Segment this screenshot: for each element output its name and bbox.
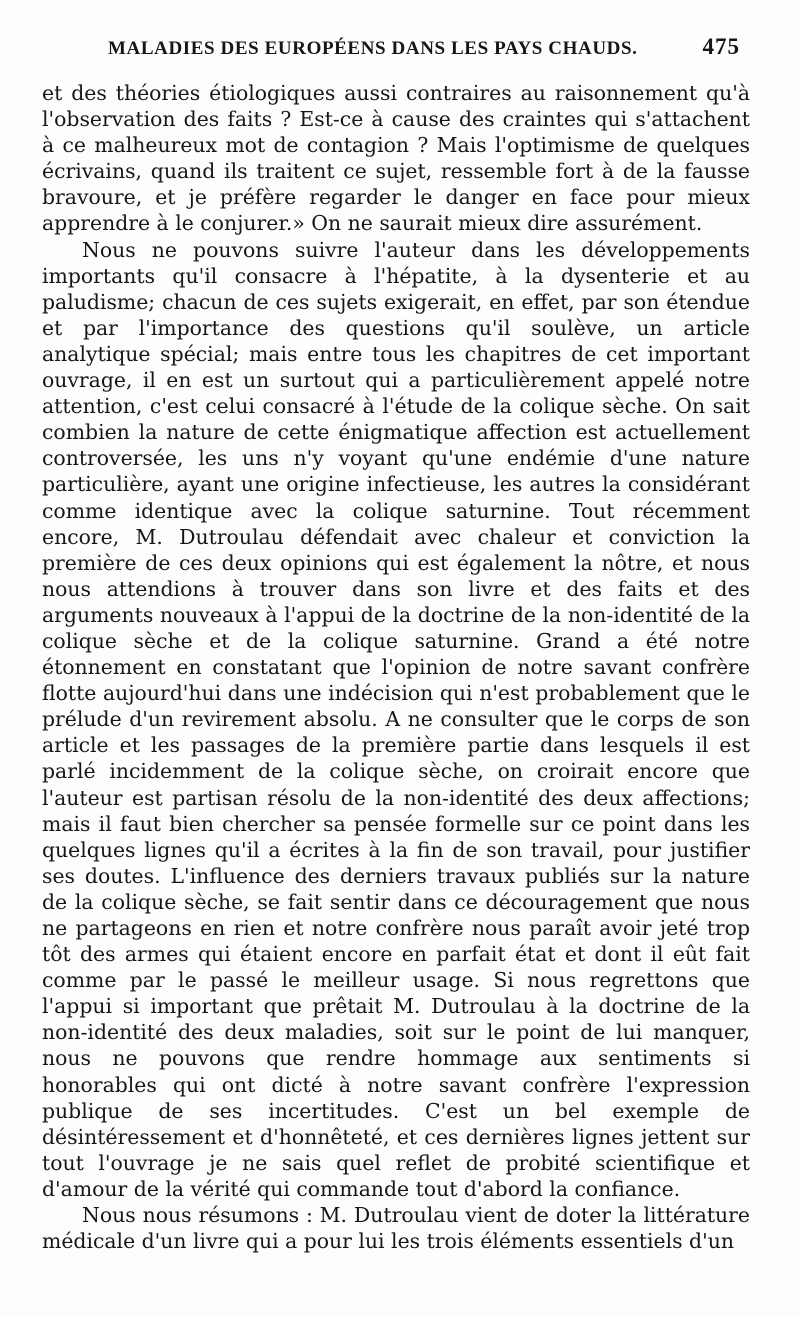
page-number: 475 <box>702 34 740 59</box>
body-text <box>42 80 750 1254</box>
paragraph-summary: Nous nous résumons : M. Dutroulau vient de doter la littérature médicale d'un livre qui a pour lui les trois éléments essentiels d'un <box>42 1203 750 1254</box>
running-head <box>108 34 740 62</box>
running-title: MALADIES DES EUROPÉENS DANS LES PAYS CHAUDS. <box>108 38 638 59</box>
paragraph-continuation: et des théories étiologiques aussi contraires au raisonnement qu'à l'observation des faits ? Est-ce à cause des craintes qui s'attachent à ce malheureux mot de contagion ? Mais l'optimisme de quelques écrivains, quand ils traitent ce sujet, ressemble fort à de la fausse bravoure, et je préfère regarder le danger en face pour mieux apprendre à le conjurer.» On ne saurait mieux dire assurément. <box>42 81 750 236</box>
paragraph-main: Nous ne pouvons suivre l'auteur dans les développements importants qu'il consacre à l'hépatite, à la dysenterie et au paludisme; chacun de ces sujets exigerait, en effet, par son étendue et par l'importance des questions qu'il soulève, un article analytique spécial; mais entre tous les chapitres de cet important ouvrage, il en est un surtout qui a particulièrement appelé notre attention, c'est celui consacré à l'étude de la colique sèche. On sait combien la nature de cette énigmatique affection est actuellement controversée, les uns n'y voyant qu'une endémie d'une nature particulière, ayant une origine infectieuse, les autres la considérant comme identique avec la colique saturnine. Tout récemment encore, M. Dutroulau défendait avec chaleur et conviction la première de ces deux opinions qui est également la nôtre, et nous nous attendions à trouver dans son livre et des faits et des arguments nouveaux à l'appui de la doctrine de la non-identité de la colique sèche et de la colique saturnine. Grand a été notre étonnement en constatant que l'opinion de notre savant confrère flotte aujourd'hui dans une indécision qui n'est probablement que le prélude d'un revirement absolu. A ne consulter que le corps de son article et les passages de la première partie dans lesquels il est parlé incidemment de la colique sèche, on croirait encore que l'auteur est partisan résolu de la non-identité des deux affections; mais il faut bien chercher sa pensée formelle sur ce point dans les quelques lignes qu'il a écrites à la fin de son travail, pour justifier ses doutes. L'influence des derniers travaux publiés sur la nature de la colique sèche, se fait sentir dans ce découragement que nous ne partageons en rien et notre confrère nous paraît avoir jeté trop tôt des armes qui étaient encore en parfait état et dont il eût fait comme par le passé le meilleur usage. Si nous regrettons que l'appui si important que prêtait M. Dutroulau à la doctrine de la non-identité des deux maladies, soit sur le point de lui manquer, nous ne pouvons que rendre hommage aux sentiments si honorables qui ont dicté à notre savant confrère l'expression publique de ses incertitudes. C'est un bel exemple de désintéressement et d'honnêteté, et ces dernières lignes jettent sur tout l'ouvrage je ne sais quel reflet de probité scientifique et d'amour de la vérité qui commande tout d'abord la confiance. <box>42 237 750 1201</box>
